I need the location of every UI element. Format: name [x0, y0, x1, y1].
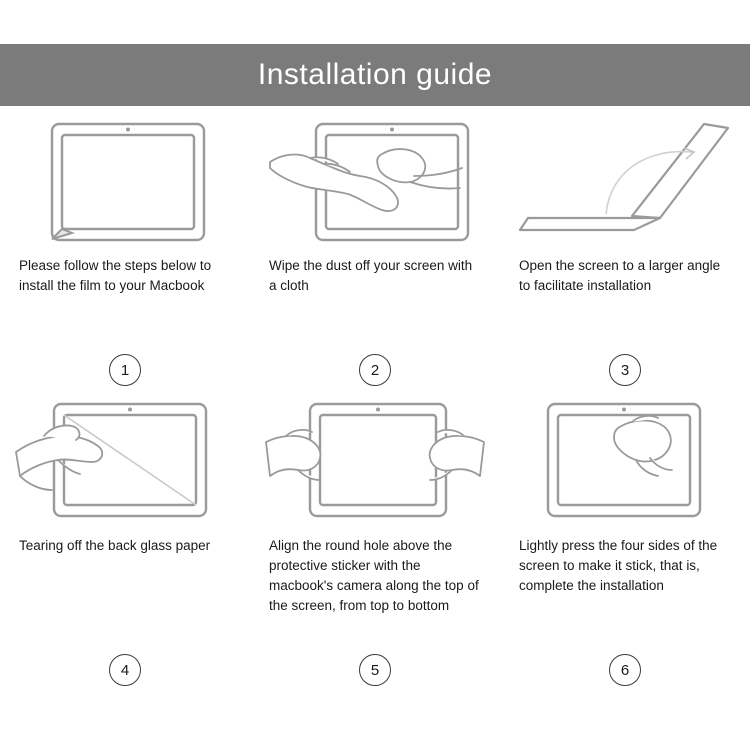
step-number-badge: 4 [109, 654, 141, 686]
tablet-with-peeling-film-icon [14, 118, 236, 246]
step-card-3 [500, 118, 750, 398]
step-caption: Tearing off the back glass paper [19, 538, 211, 553]
steps-grid [0, 118, 750, 698]
step-card-2 [250, 118, 500, 398]
step-caption: Please follow the steps below to install the film to your Macbook [19, 258, 212, 293]
steps-row-1 [0, 118, 750, 398]
hand-pressing-screen-icon [514, 398, 736, 526]
steps-row-2 [0, 398, 750, 698]
step-card-5 [250, 398, 500, 698]
step-caption: Align the round hole above the protective sticker with the macbook's camera along the top of the screen, from top to bottom [269, 538, 479, 613]
open-laptop-angle-icon [514, 118, 736, 246]
step-card-1 [0, 118, 250, 398]
step-number-badge: 3 [609, 354, 641, 386]
step-card-4 [0, 398, 250, 698]
step-caption: Lightly press the four sides of the screen to make it stick, that is, complete the installation [519, 538, 718, 593]
step-number-badge: 5 [359, 654, 391, 686]
step-card-6 [500, 398, 750, 698]
hand-wiping-screen-with-cloth-icon [264, 118, 486, 246]
step-number-badge: 6 [609, 654, 641, 686]
step-caption: Wipe the dust off your screen with a cloth [269, 258, 473, 293]
guide-header [0, 44, 750, 106]
step-caption: Open the screen to a larger angle to facilitate installation [519, 258, 721, 293]
step-number-badge: 2 [359, 354, 391, 386]
step-number-badge: 1 [109, 354, 141, 386]
page-title: Installation guide [257, 58, 493, 91]
two-hands-aligning-film-icon [264, 398, 486, 526]
hand-peeling-back-paper-icon [14, 398, 236, 526]
